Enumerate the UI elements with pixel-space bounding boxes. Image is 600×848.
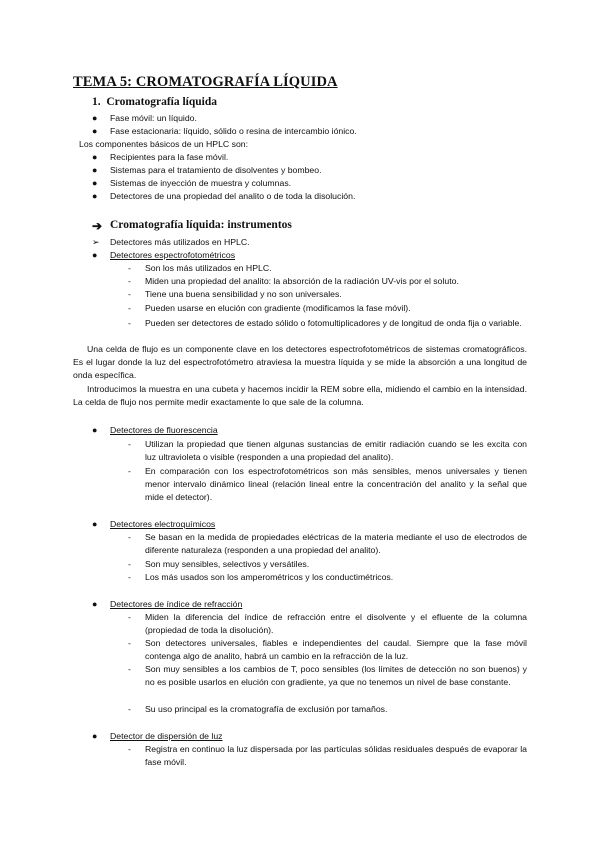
dash-icon: - <box>128 612 131 622</box>
list-item: Su uso principal es la cromatografía de exclusión por tamaños. <box>145 704 388 714</box>
bullet-icon: ● <box>92 191 98 201</box>
subsection-title-spectro: Detectores espectrofotométricos <box>110 250 236 260</box>
dash-icon: - <box>128 532 131 542</box>
bullet-icon: ● <box>92 126 98 136</box>
dash-icon: - <box>128 439 131 449</box>
list-item: Pueden ser detectores de estado sólido o fotomultiplicadores y de longitud de onda fija o variable. <box>145 318 522 328</box>
subsection-title-fluor: Detectores de fluorescencia <box>110 425 218 435</box>
dash-icon: - <box>128 572 131 582</box>
dash-icon: - <box>128 318 131 328</box>
list-item: Pueden usarse en elución con gradiente (modificamos la fase móvil). <box>145 303 411 313</box>
list-item: Utilizan la propiedad que tienen algunas sustancias de emitir radiación cuando se les excita con luz ultravioleta o visible (responden a una propiedad del analito). <box>145 439 527 462</box>
dash-icon: - <box>128 704 131 714</box>
page-title: TEMA 5: CROMATOGRAFÍA LÍQUIDA <box>73 74 338 90</box>
list-item: Fase estacionaria: líquido, sólido o resina de intercambio iónico. <box>110 126 357 136</box>
dash-icon: - <box>128 664 131 674</box>
bullet-icon: ● <box>92 250 98 260</box>
arrow-right-icon: ➔ <box>92 219 103 233</box>
list-item: Son los más utilizados en HPLC. <box>145 263 272 273</box>
bullet-icon: ● <box>92 113 98 123</box>
list-item: Registra en continuo la luz dispersada por las partículas sólidas residuales después de evaporar la fase móvil. <box>145 744 527 767</box>
dash-icon: - <box>128 466 131 476</box>
dash-icon: - <box>128 289 131 299</box>
components-intro: Los componentes básicos de un HPLC son: <box>79 139 249 149</box>
section1-number: 1. <box>92 96 101 108</box>
bullet-icon: ● <box>92 425 98 435</box>
list-item: Son muy sensibles a los cambios de T, poco sensibles (los límites de detección no son buenos) y no es posible usarlos en elución con gradiente, ya que no tenemos un nivel de base constante. <box>145 664 527 687</box>
dash-icon: - <box>128 638 131 648</box>
list-item: En comparación con los espectrofotométricos son más sensibles, menos universales y tienen menor intervalo dinámico lineal (relación lineal entre la concentración del analito y la señal que mide el detector). <box>145 466 527 502</box>
arrowhead-icon: ➢ <box>92 237 100 247</box>
list-item: Sistemas de inyección de muestra y columnas. <box>110 178 292 188</box>
section1-title: Cromatografía líquida <box>106 96 218 108</box>
dash-icon: - <box>128 744 131 754</box>
list-item: Sistemas para el tratamiento de disolventes y bombeo. <box>110 165 322 175</box>
dash-icon: - <box>128 303 131 313</box>
dash-icon: - <box>128 559 131 569</box>
bullet-icon: ● <box>92 152 98 162</box>
dash-icon: - <box>128 263 131 273</box>
bullet-icon: ● <box>92 731 98 741</box>
list-item: Fase móvil: un líquido. <box>110 113 197 123</box>
list-item: Detectores más utilizados en HPLC. <box>110 237 250 247</box>
bullet-icon: ● <box>92 178 98 188</box>
subsection-title-electro: Detectores electroquímicos <box>110 519 216 529</box>
list-item: Tiene una buena sensibilidad y no son universales. <box>145 289 342 299</box>
subsection-title-scatter: Detector de dispersión de luz <box>110 731 223 741</box>
subsection-title-refrac: Detectores de índice de refracción <box>110 599 243 609</box>
bullet-icon: ● <box>92 599 98 609</box>
list-item: Son detectores universales, fiables e independientes del caudal. Siempre que la fase móvil contenga algo de analito, habrá un cambio en la refracción de la luz. <box>145 638 527 661</box>
list-item: Detectores de una propiedad del analito o de toda la disolución. <box>110 191 356 201</box>
list-item: Miden la diferencia del índice de refracción entre el disolvente y el efluente de la columna (propiedad de toda la disolución). <box>145 612 527 635</box>
paragraph-sample: Introducimos la muestra en una cubeta y hacemos incidir la REM sobre ella, midiendo el cambio en la intensidad. La celda de flujo nos permite medir exactamente lo que sale de la columna. <box>73 384 527 407</box>
paragraph-flow-cell: Una celda de flujo es un componente clave en los detectores espectrofotométricos de sistemas cromatográficos. Es el lugar donde la luz del espectrofotómetro atraviesa la muestra líquida y se mide la absorción a una longitud de onda específica. <box>73 344 527 380</box>
section1-heading <box>92 96 217 108</box>
section2-heading: Cromatografía líquida: instrumentos <box>110 219 292 231</box>
bullet-icon: ● <box>92 519 98 529</box>
list-item: Miden una propiedad del analito: la absorción de la radiación UV-vis por el soluto. <box>145 276 459 286</box>
list-item: Son muy sensibles, selectivos y versátiles. <box>145 559 310 569</box>
bullet-icon: ● <box>92 165 98 175</box>
list-item: Los más usados son los amperométricos y los conductimétricos. <box>145 572 394 582</box>
list-item: Se basan en la medida de propiedades eléctricas de la materia mediante el uso de electrodos de diferente naturaleza (responden a una propiedad del analito). <box>145 532 527 555</box>
dash-icon: - <box>128 276 131 286</box>
list-item: Recipientes para la fase móvil. <box>110 152 229 162</box>
